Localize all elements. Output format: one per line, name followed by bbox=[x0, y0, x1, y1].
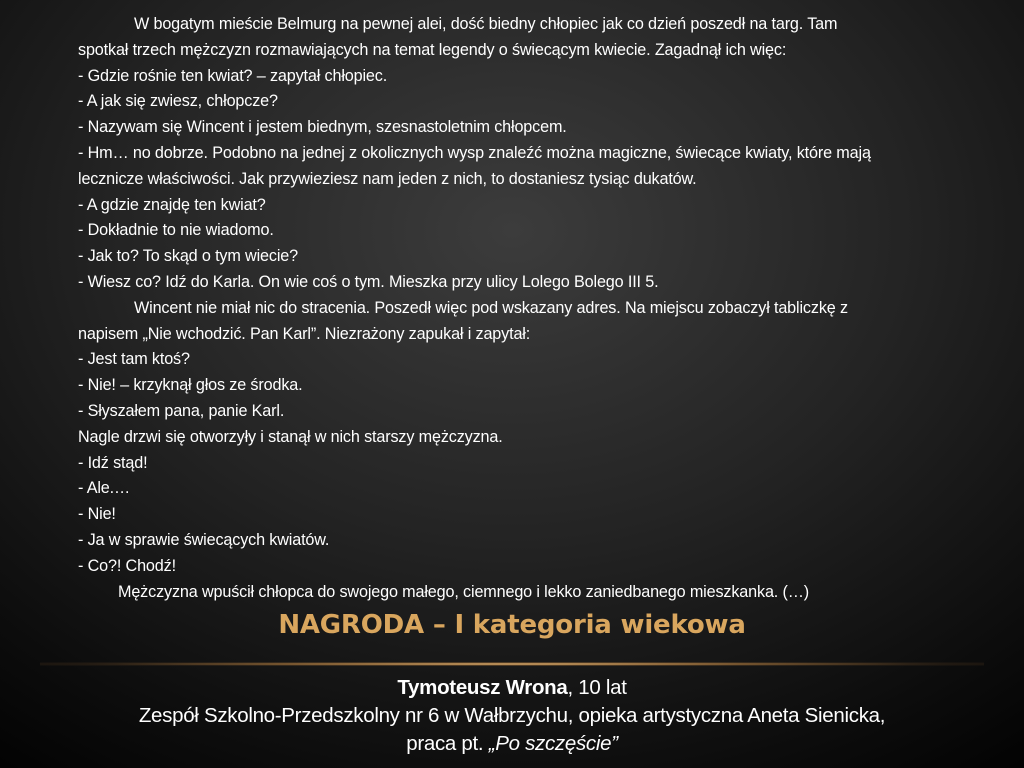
school-line: Zespół Szkolno-Przedszkolny nr 6 w Wałbrzychu, opieka artystyczna Aneta Sienicka, bbox=[138, 704, 886, 727]
story-line: Mężczyzna wpuścił chłopca do swojego małego, ciemnego i lekko zaniedbanego mieszkanka. (…) bbox=[118, 582, 810, 601]
story-line: Wincent nie miał nic do stracenia. Poszedł więc pod wskazany adres. Na miejscu zobaczył tabliczkę z bbox=[134, 298, 848, 317]
author-info bbox=[0, 674, 1024, 758]
story-line: - Idź stąd! bbox=[78, 453, 148, 472]
story-line: - A gdzie znajdę ten kwiat? bbox=[78, 195, 266, 214]
work-line bbox=[0, 730, 1024, 758]
story-line: - Dokładnie to nie wiadomo. bbox=[78, 221, 274, 240]
story-line: - Jest tam ktoś? bbox=[78, 350, 190, 369]
story-line: - Ja w sprawie świecących kwiatów. bbox=[78, 530, 330, 549]
story-line: - Nie! – krzyknął głos ze środka. bbox=[78, 376, 303, 395]
story-line: - Wiesz co? Idź do Karla. On wie coś o tym. Mieszka przy ulicy Lolego Bolego III 5. bbox=[78, 272, 659, 291]
story-line: - A jak się zwiesz, chłopcze? bbox=[78, 92, 278, 111]
story-line: - Słyszałem pana, panie Karl. bbox=[78, 401, 285, 420]
story-line: - Nie! bbox=[78, 505, 116, 524]
story-line: - Hm… no dobrze. Podobno na jednej z okolicznych wysp znaleźć można magiczne, świecące kwiaty, które mają bbox=[78, 143, 871, 162]
story-line: W bogatym mieście Belmurg na pewnej alei, dość biedny chłopiec jak co dzień poszedł na targ. Tam bbox=[134, 15, 838, 33]
story-line: napisem „Nie wchodzić. Pan Karl”. Niezrażony zapukał i zapytał: bbox=[78, 324, 531, 343]
story-line: - Ale.… bbox=[78, 479, 131, 498]
work-title: „Po szczęście” bbox=[488, 732, 618, 755]
author-age: , 10 lat bbox=[567, 676, 627, 699]
story-line: lecznicze właściwości. Jak przywieziesz nam jeden z nich, to dostaniesz tysiąc dukatów. bbox=[78, 169, 697, 188]
story-line: spotkał trzech mężczyzn rozmawiających na temat legendy o świecącym kwiecie. Zagadnął ich więc: bbox=[78, 40, 787, 59]
award-title: NAGRODA – I kategoria wiekowa bbox=[278, 610, 746, 640]
story-text bbox=[78, 12, 958, 605]
story-line: - Co?! Chodź! bbox=[78, 556, 176, 575]
story-line: - Gdzie rośnie ten kwiat? – zapytał chłopiec. bbox=[78, 66, 388, 85]
author-name: Tymoteusz Wrona bbox=[397, 676, 568, 699]
title-divider bbox=[40, 662, 984, 666]
story-line: - Jak to? To skąd o tym wiecie? bbox=[78, 247, 298, 266]
author-line bbox=[0, 674, 1024, 702]
story-line: Nagle drzwi się otworzyły i stanął w nich starszy mężczyzna. bbox=[78, 427, 503, 446]
story-line: - Nazywam się Wincent i jestem biednym, szesnastoletnim chłopcem. bbox=[78, 118, 567, 137]
work-prefix: praca pt. bbox=[406, 732, 489, 755]
